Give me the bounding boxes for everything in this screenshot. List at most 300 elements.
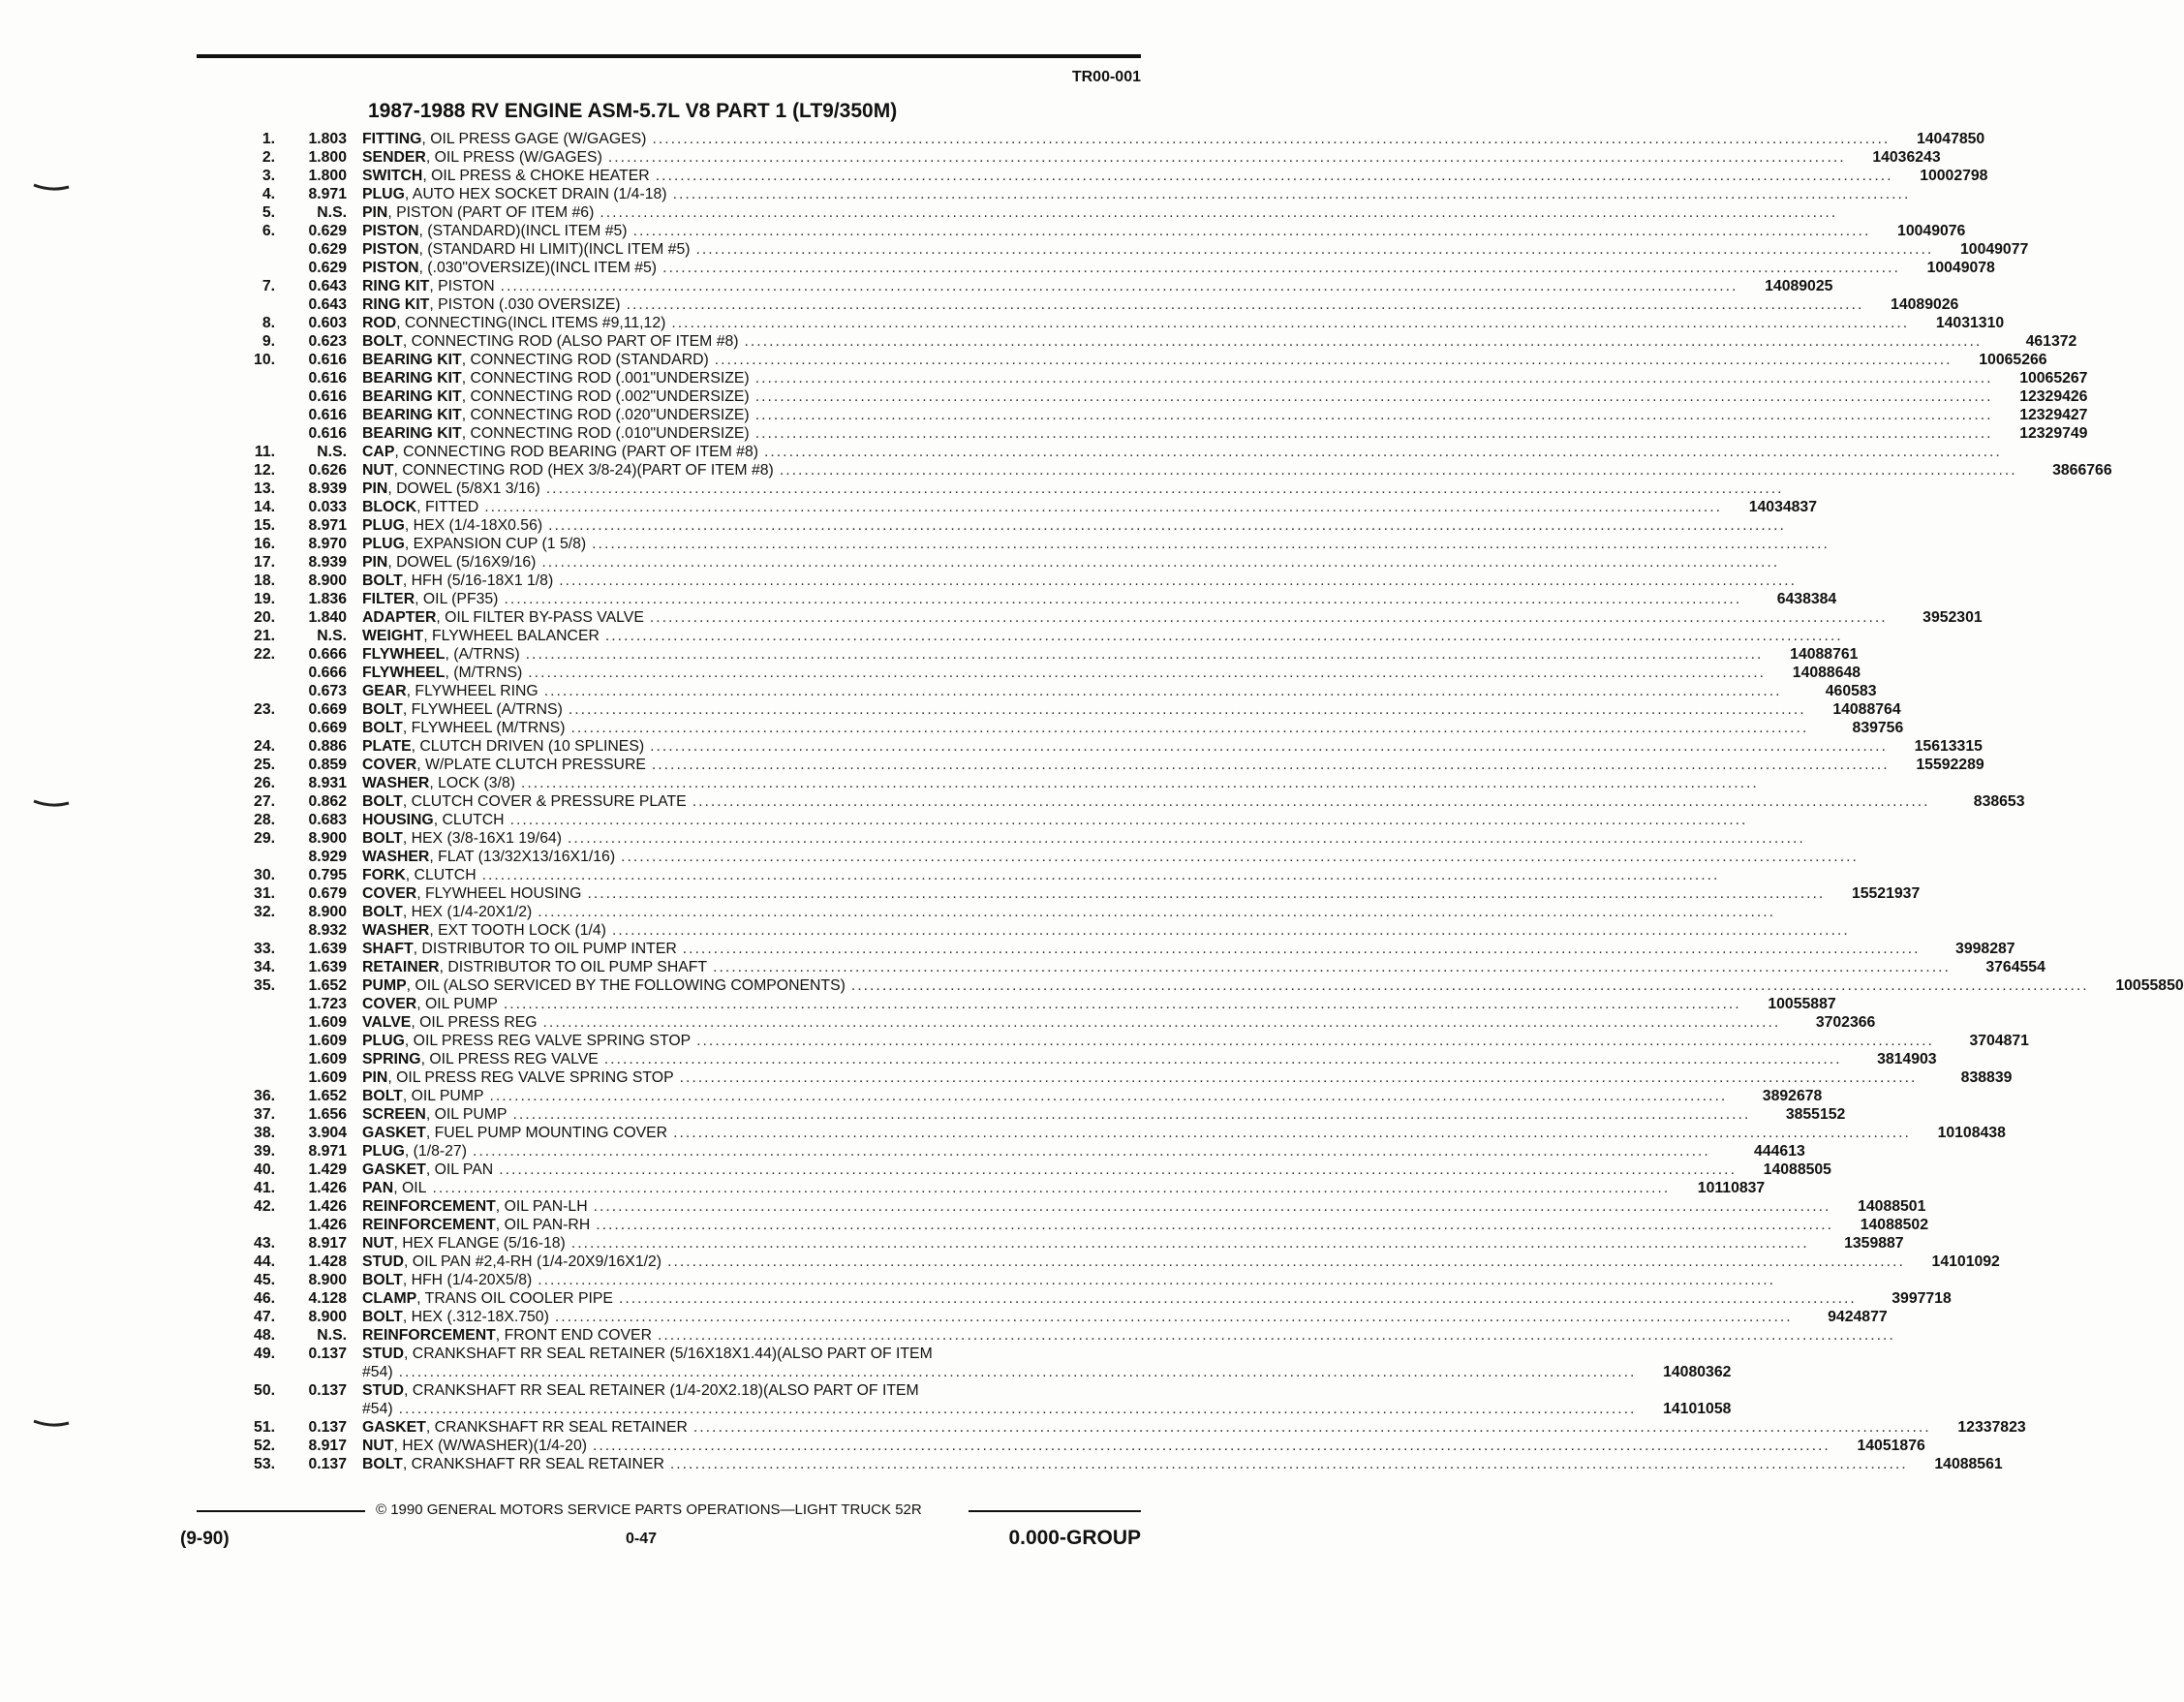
part-row xyxy=(238,185,1911,203)
part-description: , HFH (1/4-20X5/8) xyxy=(402,1272,533,1288)
part-number: 838653 xyxy=(1973,793,2025,810)
part-description: , HEX (1/4-18X0.56) xyxy=(404,517,543,534)
group-number: 8.900 xyxy=(308,904,347,920)
leader-dots: ........................................................................................................................................................................................................ xyxy=(559,572,1798,589)
part-description: , CONNECTING ROD (ALSO PART OF ITEM #8) xyxy=(402,333,739,350)
part-row xyxy=(238,1289,1952,1308)
item-number: 43. xyxy=(254,1235,275,1252)
group-number: 0.629 xyxy=(308,223,347,239)
part-name: PIN xyxy=(362,480,388,497)
item-number: 35. xyxy=(254,977,275,994)
part-description: , (A/TRNS) xyxy=(445,646,520,663)
part-description: , PISTON (.030 OVERSIZE) xyxy=(429,296,621,313)
part-name: COVER xyxy=(362,757,417,773)
part-description: , PISTON xyxy=(429,278,495,294)
part-name: RING KIT xyxy=(362,296,430,313)
binder-hole-mark xyxy=(34,1420,69,1426)
part-description: , HEX (1/4-20X1/2) xyxy=(402,904,533,920)
item-number: 20. xyxy=(254,609,275,626)
leader-dots: ........................................................................................................................................................................................................ xyxy=(650,738,1888,755)
part-number: 444613 xyxy=(1754,1143,1805,1160)
group-number: 0.137 xyxy=(308,1419,347,1436)
part-description: , HEX (3/8-16X1 19/64) xyxy=(402,830,563,847)
part-number: 14088561 xyxy=(1934,1456,2003,1472)
leader-dots: ........................................................................................................................................................................................................ xyxy=(593,1198,1831,1215)
part-number: 14088764 xyxy=(1832,701,1901,718)
part-description: , CRANKSHAFT RR SEAL RETAINER xyxy=(402,1456,664,1472)
part-row xyxy=(238,976,2184,995)
part-description: , HFH (5/16-18X1 1/8) xyxy=(402,572,554,589)
part-name: BOLT xyxy=(362,904,403,920)
leader-dots: ........................................................................................................................................................................................................ xyxy=(696,1033,1934,1049)
leader-dots: ........................................................................................................................................................................................................ xyxy=(714,352,1953,368)
part-number: 12329426 xyxy=(2019,388,2088,405)
leader-dots: ........................................................................................................................................................................................................ xyxy=(764,444,2002,460)
leader-dots: ........................................................................................................................................................................................................ xyxy=(621,849,1859,865)
group-number: 0.616 xyxy=(308,370,347,387)
leader-dots: ........................................................................................................................................................................................................ xyxy=(592,536,1830,552)
leader-dots: ........................................................................................................................................................................................................ xyxy=(500,278,1738,294)
group-number: N.S. xyxy=(317,444,347,460)
part-description: , OIL PUMP xyxy=(416,996,498,1012)
part-number: 3866766 xyxy=(2052,462,2112,479)
part-name: PAN xyxy=(362,1180,394,1196)
part-name: PLUG xyxy=(362,536,405,552)
part-number: 10049078 xyxy=(1926,260,1995,276)
part-row xyxy=(238,1437,1925,1455)
part-name: GASKET xyxy=(362,1125,426,1141)
part-row xyxy=(238,903,1776,921)
part-name: STUD xyxy=(362,1346,405,1362)
part-name: GASKET xyxy=(362,1161,426,1178)
leader-dots: ........................................................................................................................................................................................................ xyxy=(713,959,1951,975)
item-number: 47. xyxy=(254,1309,275,1325)
part-name: BOLT xyxy=(362,572,403,589)
part-name: PISTON xyxy=(362,223,419,239)
group-number: N.S. xyxy=(317,628,347,644)
part-row xyxy=(238,1124,2006,1142)
part-row xyxy=(238,866,1720,884)
part-description: , OIL FILTER BY-PASS VALVE xyxy=(436,609,644,626)
group-number: 0.137 xyxy=(308,1456,347,1472)
part-row xyxy=(238,1105,1846,1124)
part-description: , EXT TOOTH LOCK (1/4) xyxy=(429,922,606,939)
part-name: ROD xyxy=(362,315,397,331)
part-name: PLUG xyxy=(362,1143,405,1160)
part-name: WASHER xyxy=(362,922,430,939)
part-number: 3814903 xyxy=(1877,1051,1937,1068)
group-number: 0.673 xyxy=(308,683,347,699)
part-number: 12337823 xyxy=(1957,1419,2026,1436)
part-description: , (STANDARD HI LIMIT)(INCL ITEM #5) xyxy=(418,241,691,258)
part-description: , OIL PAN-RH xyxy=(495,1217,591,1233)
part-number: 3998287 xyxy=(1955,941,2015,957)
leader-dots: ........................................................................................................................................................................................................ xyxy=(503,996,1741,1012)
leader-dots: ........................................................................................................................................................................................................ xyxy=(618,1290,1857,1307)
part-description: , DISTRIBUTOR TO OIL PUMP INTER xyxy=(413,941,677,957)
leader-dots: ........................................................................................................................................................................................................ xyxy=(850,977,2089,994)
part-description: , CONNECTING ROD (.020"UNDERSIZE) xyxy=(461,407,750,423)
part-row xyxy=(238,461,2112,480)
part-name: FITTING xyxy=(362,131,422,147)
part-description: , (STANDARD)(INCL ITEM #5) xyxy=(418,223,628,239)
part-description: , CONNECTING ROD (.001"UNDERSIZE) xyxy=(461,370,750,387)
copyright: © 1990 GENERAL MOTORS SERVICE PARTS OPERATIONS—LIGHT TRUCK 52R xyxy=(376,1501,922,1518)
part-row xyxy=(238,1050,1937,1068)
part-number: 14047850 xyxy=(1916,131,1985,147)
part-number: 10110837 xyxy=(1697,1180,1766,1196)
part-number: 14034837 xyxy=(1748,499,1818,515)
group-number: 0.616 xyxy=(308,352,347,368)
part-name: BEARING KIT xyxy=(362,388,462,405)
part-name: BOLT xyxy=(362,830,403,847)
item-number: 16. xyxy=(254,536,275,552)
part-name: BEARING KIT xyxy=(362,370,462,387)
part-name: RING KIT xyxy=(362,278,430,294)
top-rule xyxy=(197,54,1141,58)
part-row xyxy=(238,1418,2026,1437)
leader-dots: ........................................................................................................................................................................................................ xyxy=(570,1235,1809,1252)
group-number: 0.616 xyxy=(308,388,347,405)
group-number: 8.917 xyxy=(308,1438,347,1454)
leader-dots: ........................................................................................................................................................................................................ xyxy=(525,646,1764,663)
part-name: FILTER xyxy=(362,591,415,607)
leader-dots: ........................................................................................................................................................................................................ xyxy=(754,425,1993,442)
leader-dots: ........................................................................................................................................................................................................ xyxy=(669,1456,1908,1472)
group-number: 1.428 xyxy=(308,1253,347,1270)
part-row xyxy=(238,516,1786,535)
leader-dots: ........................................................................................................................................................................................................ xyxy=(521,775,1759,791)
group-number: 1.639 xyxy=(308,941,347,957)
part-description: , CRANKSHAFT RR SEAL RETAINER (5/16X18X1.44)(ALSO PART OF ITEM xyxy=(404,1346,933,1362)
leader-dots: ........................................................................................................................................................................................................ xyxy=(489,1088,1728,1104)
part-row xyxy=(238,1216,1929,1234)
part-row xyxy=(238,240,2029,259)
part-description: , CONNECTING(INCL ITEMS #9,11,12) xyxy=(396,315,666,331)
part-row xyxy=(238,1087,1823,1105)
item-number: 36. xyxy=(254,1088,275,1104)
part-row xyxy=(238,1197,1926,1216)
item-number: 53. xyxy=(254,1456,275,1472)
item-number: 31. xyxy=(254,885,275,902)
part-number: 14031310 xyxy=(1935,315,2005,331)
item-number: 9. xyxy=(261,333,275,350)
item-number: 30. xyxy=(254,867,275,883)
group-number: N.S. xyxy=(317,204,347,221)
leader-dots: ........................................................................................................................................................................................................ xyxy=(754,407,1993,423)
group-number: 8.900 xyxy=(308,1272,347,1288)
part-description: , (.030"OVERSIZE)(INCL ITEM #5) xyxy=(418,260,658,276)
part-number: 3952301 xyxy=(1923,609,1983,626)
item-number: 33. xyxy=(254,941,275,957)
group-code: 0.000-GROUP xyxy=(1008,1527,1141,1549)
part-row xyxy=(238,1068,2013,1087)
leader-dots: ........................................................................................................................................................................................................ xyxy=(682,941,1921,957)
leader-dots: ........................................................................................................................................................................................................ xyxy=(484,499,1723,515)
part-name: WASHER xyxy=(362,849,430,865)
item-number: 39. xyxy=(254,1143,275,1160)
doc-code: TR00-001 xyxy=(1071,69,1141,85)
leader-dots: ........................................................................................................................................................................................................ xyxy=(655,168,1893,184)
leader-dots: ........................................................................................................................................................................................................ xyxy=(512,1106,1751,1123)
part-row xyxy=(238,572,1798,590)
part-description: , FLAT (13/32X13/16X1/16) xyxy=(429,849,616,865)
group-number: 8.971 xyxy=(308,1143,347,1160)
part-description: , HEX FLANGE (5/16-18) xyxy=(393,1235,566,1252)
group-number: 0.137 xyxy=(308,1346,347,1362)
leader-dots: ........................................................................................................................................................................................................ xyxy=(679,1069,1918,1086)
part-description: , CRANKSHAFT RR SEAL RETAINER (1/4-20X2.18)(ALSO PART OF ITEM xyxy=(404,1382,919,1399)
part-number: 3892678 xyxy=(1762,1088,1823,1104)
leader-dots: ........................................................................................................................................................................................................ xyxy=(671,315,1910,331)
part-description: , TRANS OIL COOLER PIPE xyxy=(416,1290,613,1307)
parts-list xyxy=(238,130,2184,1473)
group-number: 8.939 xyxy=(308,554,347,571)
part-name: REINFORCEMENT xyxy=(362,1327,496,1344)
part-name: PIN xyxy=(362,1069,388,1086)
part-name: BOLT xyxy=(362,701,403,718)
group-number: 8.900 xyxy=(308,572,347,589)
part-description: , OIL PRESS & CHOKE HEATER xyxy=(422,168,650,184)
group-number: 1.426 xyxy=(308,1180,347,1196)
leader-dots: ........................................................................................................................................................................................................ xyxy=(472,1143,1710,1160)
group-number: 0.616 xyxy=(308,425,347,442)
part-description: , CONNECTING ROD (STANDARD) xyxy=(461,352,709,368)
part-number: 10055887 xyxy=(1768,996,1836,1012)
part-name: WASHER xyxy=(362,775,430,791)
part-name: REINFORCEMENT xyxy=(362,1217,496,1233)
part-number: 3764554 xyxy=(1985,959,2046,975)
leader-dots: ........................................................................................................................................................................................................ xyxy=(596,1217,1834,1233)
item-number: 29. xyxy=(254,830,275,847)
part-name: COVER xyxy=(362,996,417,1012)
part-row xyxy=(238,884,1921,903)
leader-dots: ........................................................................................................................................................................................................ xyxy=(744,333,1983,350)
group-number: 1.609 xyxy=(308,1069,347,1086)
part-description: , FLYWHEEL HOUSING xyxy=(416,885,582,902)
part-name: SHAFT xyxy=(362,941,414,957)
part-name: BOLT xyxy=(362,793,403,810)
part-description: , FITTED xyxy=(416,499,479,515)
leader-dots: ........................................................................................................................................................................................................ xyxy=(692,793,1930,810)
part-description: , CLUTCH DRIVEN (10 SPLINES) xyxy=(411,738,645,755)
part-name: SWITCH xyxy=(362,168,423,184)
part-name: PISTON xyxy=(362,241,419,258)
leader-dots: ........................................................................................................................................................................................................ xyxy=(568,830,1805,847)
part-description: , DISTRIBUTOR TO OIL PUMP SHAFT xyxy=(439,959,708,975)
part-name: CLAMP xyxy=(362,1290,417,1307)
group-number: 1.609 xyxy=(308,1033,347,1049)
part-description: , OIL PUMP xyxy=(425,1106,508,1123)
leader-dots: ........................................................................................................................................................................................................ xyxy=(528,665,1767,681)
group-number: 0.795 xyxy=(308,867,347,883)
item-number: 41. xyxy=(254,1180,275,1196)
binder-hole-mark xyxy=(34,800,69,806)
group-number: 0.616 xyxy=(308,407,347,423)
leader-dots: ........................................................................................................................................................................................................ xyxy=(554,1309,1793,1325)
group-number: 0.683 xyxy=(308,812,347,828)
part-number: 10108438 xyxy=(1937,1125,2006,1141)
part-name: COVER xyxy=(362,885,417,902)
part-row xyxy=(238,443,2002,461)
part-description: , HEX (.312-18X.750) xyxy=(402,1309,549,1325)
part-row xyxy=(238,369,2088,387)
part-row xyxy=(238,277,1833,295)
item-number: 8. xyxy=(261,315,275,331)
part-number: 14088648 xyxy=(1792,665,1861,681)
part-description: , W/PLATE CLUTCH PRESSURE xyxy=(416,757,646,773)
part-row xyxy=(238,498,1818,516)
item-number: 18. xyxy=(254,572,275,589)
leader-dots: ........................................................................................................................................................................................................ xyxy=(541,554,1780,571)
footer-rule xyxy=(197,1510,365,1512)
part-number: 3704871 xyxy=(1969,1033,2029,1049)
item-number: 42. xyxy=(254,1198,275,1215)
part-number: 12329749 xyxy=(2019,425,2088,442)
part-name: HOUSING xyxy=(362,812,434,828)
part-description: , CONNECTING ROD (.010"UNDERSIZE) xyxy=(461,425,750,442)
leader-dots: ........................................................................................................................................................................................................ xyxy=(662,260,1900,276)
part-number: 10002798 xyxy=(1920,168,1988,184)
group-number: 1.652 xyxy=(308,977,347,994)
part-name: VALVE xyxy=(362,1014,412,1031)
group-number: 1.426 xyxy=(308,1198,347,1215)
part-name: PIN xyxy=(362,204,388,221)
item-number: 21. xyxy=(254,628,275,644)
part-row xyxy=(238,829,1805,848)
item-number: 27. xyxy=(254,793,275,810)
part-row xyxy=(238,1234,1904,1253)
part-row xyxy=(238,222,1966,240)
part-name: PLUG xyxy=(362,186,405,202)
part-row xyxy=(238,756,1984,774)
leader-dots: ........................................................................................................................................................................................................ xyxy=(538,1272,1776,1288)
part-description: , OIL PAN xyxy=(425,1161,494,1178)
group-number: 1.652 xyxy=(308,1088,347,1104)
leader-dots: ........................................................................................................................................................................................................ xyxy=(672,186,1911,202)
part-name: STUD xyxy=(362,1382,405,1399)
group-number: 0.679 xyxy=(308,885,347,902)
part-row xyxy=(238,1160,1831,1179)
part-row xyxy=(238,1326,1895,1345)
part-number: 1359887 xyxy=(1844,1235,1904,1252)
part-row xyxy=(238,792,2025,811)
part-name: FORK xyxy=(362,867,406,883)
part-name: PLUG xyxy=(362,1033,405,1049)
group-number: 3.904 xyxy=(308,1125,347,1141)
part-number: 460583 xyxy=(1825,683,1877,699)
group-number: 8.970 xyxy=(308,536,347,552)
leader-dots: ........................................................................................................................................................................................................ xyxy=(754,388,1993,405)
item-number: 26. xyxy=(254,775,275,791)
leader-dots: ........................................................................................................................................................................................................ xyxy=(754,370,1993,387)
part-description: , OIL PAN-LH xyxy=(495,1198,588,1215)
part-description: , OIL PRESS GAGE (W/GAGES) xyxy=(421,131,647,147)
leader-dots: ........................................................................................................................................................................................................ xyxy=(548,517,1786,534)
leader-dots: ........................................................................................................................................................................................................ xyxy=(600,204,1838,221)
leader-dots: ........................................................................................................................................................................................................ xyxy=(779,462,2017,479)
part-name: ADAPTER xyxy=(362,609,437,626)
page-number: 0-47 xyxy=(626,1531,658,1547)
page-title: 1987-1988 RV ENGINE ASM-5.7L V8 PART 1 (LT9/350M) xyxy=(368,100,898,122)
part-row xyxy=(238,719,1904,737)
item-number: 4. xyxy=(261,186,275,202)
item-number: 32. xyxy=(254,904,275,920)
leader-dots: ........................................................................................................................................................................................................ xyxy=(543,683,1782,699)
part-name: GEAR xyxy=(362,683,407,699)
part-name: BOLT xyxy=(362,1088,403,1104)
part-name: PIN xyxy=(362,554,388,571)
leader-dots: ........................................................................................................................................................................................................ xyxy=(604,628,1843,644)
item-number: 45. xyxy=(254,1272,275,1288)
part-description: , FUEL PUMP MOUNTING COVER xyxy=(425,1125,668,1141)
part-description: , CONNECTING ROD (.002"UNDERSIZE) xyxy=(461,388,750,405)
binder-hole-mark xyxy=(34,184,69,190)
leader-dots: ........................................................................................................................................................................................................ xyxy=(398,1364,1637,1380)
part-description: , CLUTCH COVER & PRESSURE PLATE xyxy=(402,793,687,810)
part-name: PISTON xyxy=(362,260,419,276)
group-number: 1.639 xyxy=(308,959,347,975)
part-name: PUMP xyxy=(362,977,407,994)
part-row xyxy=(238,1032,2029,1050)
part-number: 14101092 xyxy=(1931,1253,2000,1270)
part-row xyxy=(238,921,1850,940)
item-number: 12. xyxy=(254,462,275,479)
part-name: NUT xyxy=(362,1438,394,1454)
leader-dots: ........................................................................................................................................................................................................ xyxy=(481,867,1720,883)
part-row xyxy=(238,700,1901,719)
group-number: 8.900 xyxy=(308,1309,347,1325)
part-number: 10065266 xyxy=(1979,352,2047,368)
part-row xyxy=(238,314,2005,332)
group-number: 4.128 xyxy=(308,1290,347,1307)
part-description: , OIL (PF35) xyxy=(415,591,499,607)
part-description: , EXPANSION CUP (1 5/8) xyxy=(404,536,587,552)
item-number: 34. xyxy=(254,959,275,975)
group-number: 1.609 xyxy=(308,1014,347,1031)
leader-dots: ........................................................................................................................................................................................................ xyxy=(692,1419,1931,1436)
part-description: , FLYWHEEL (M/TRNS) xyxy=(402,720,566,736)
group-number: 0.623 xyxy=(308,333,347,350)
group-number: 1.800 xyxy=(308,149,347,166)
part-row xyxy=(238,332,2077,351)
part-name: SCREEN xyxy=(362,1106,426,1123)
part-row xyxy=(238,590,1837,608)
group-number: 0.886 xyxy=(308,738,347,755)
part-number: 461372 xyxy=(2025,333,2077,350)
part-row xyxy=(238,995,1836,1013)
part-description: , OIL PRESS REG xyxy=(411,1014,538,1031)
item-number: 23. xyxy=(254,701,275,718)
group-number: 1.656 xyxy=(308,1106,347,1123)
part-number: 10049076 xyxy=(1897,223,1966,239)
group-number: 1.800 xyxy=(308,168,347,184)
leader-dots: ........................................................................................................................................................................................................ xyxy=(398,1401,1637,1417)
part-row xyxy=(238,406,2088,424)
part-number: 14089025 xyxy=(1765,278,1833,294)
item-number: 7. xyxy=(261,278,275,294)
item-number: 6. xyxy=(261,223,275,239)
part-description: , OIL PRESS REG VALVE SPRING STOP xyxy=(387,1069,674,1086)
part-number: 14101058 xyxy=(1663,1401,1732,1417)
part-number: 10065267 xyxy=(2019,370,2088,387)
part-name: SPRING xyxy=(362,1051,421,1068)
leader-dots: ........................................................................................................................................................................................................ xyxy=(538,904,1776,920)
item-number: 28. xyxy=(254,812,275,828)
item-number: 14. xyxy=(254,499,275,515)
leader-dots: ........................................................................................................................................................................................................ xyxy=(611,922,1850,939)
group-number: 1.803 xyxy=(308,131,347,147)
